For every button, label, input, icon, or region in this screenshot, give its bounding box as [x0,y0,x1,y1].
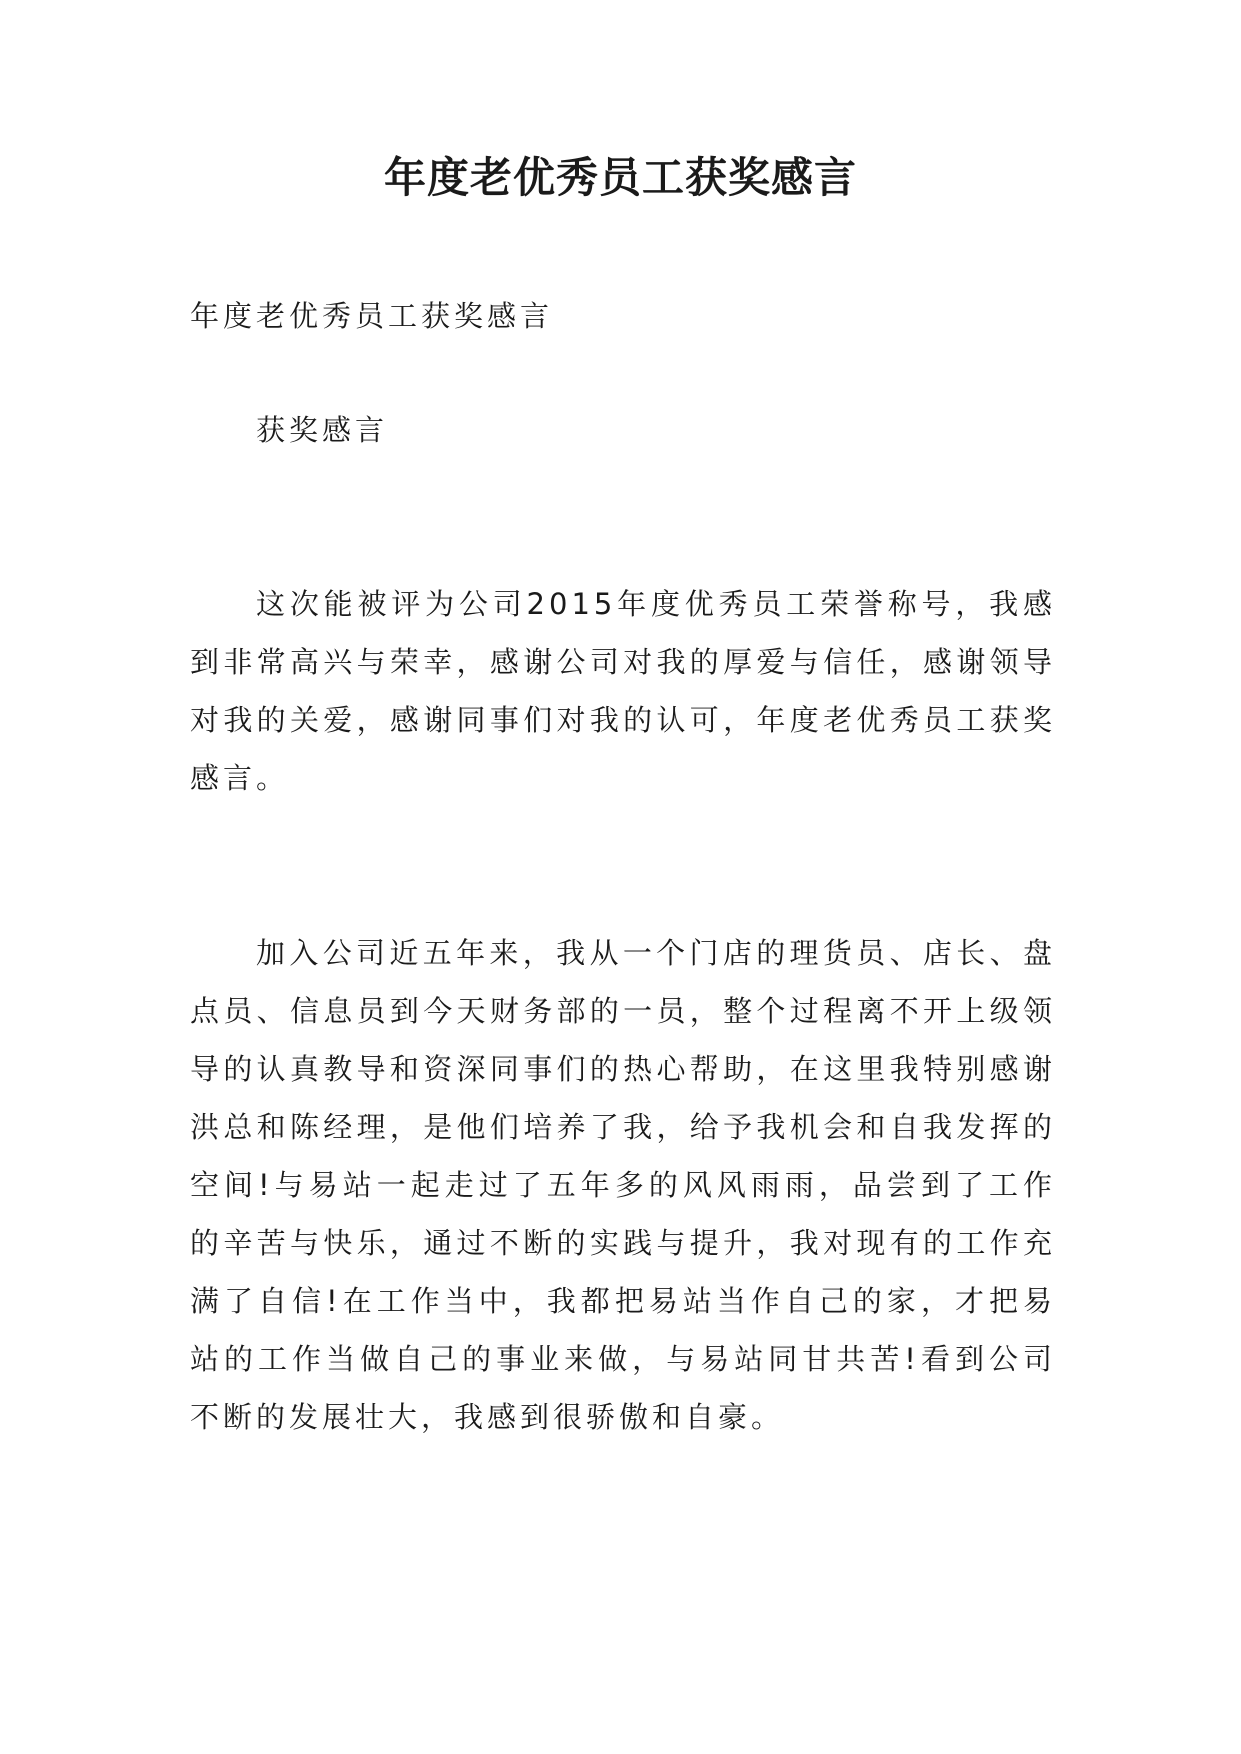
body-paragraph-1: 这次能被评为公司2015年度优秀员工荣誉称号，我感到非常高兴与荣幸，感谢公司对我的厚爱与信任，感谢领导对我的关爱，感谢同事们对我的认可，年度老优秀员工获奖感言。 [190,587,1056,795]
document-title: 年度老优秀员工获奖感言 [383,153,857,202]
section-heading: 获奖感言 [256,413,389,447]
body-paragraph-2: 加入公司近五年来，我从一个门店的理货员、店长、盘点员、信息员到今天财务部的一员，整个过程离不开上级领导的认真教导和资深同事们的热心帮助，在这里我特别感谢洪总和陈经理，是他们培养了我，给予我机会和自我发挥的空间!与易站一起走过了五年多的风风雨雨，品尝到了工作的辛苦与快乐，通过不断的实践与提升，我对现有的工作充满了自信!在工作当中，我都把易站当作自己的家，才把易站的工作当做自己的事业来做，与易站同甘共苦!看到公司不断的发展壮大，我感到很骄傲和自豪。 [190,936,1056,1434]
document-subtitle: 年度老优秀员工获奖感言 [190,299,554,333]
